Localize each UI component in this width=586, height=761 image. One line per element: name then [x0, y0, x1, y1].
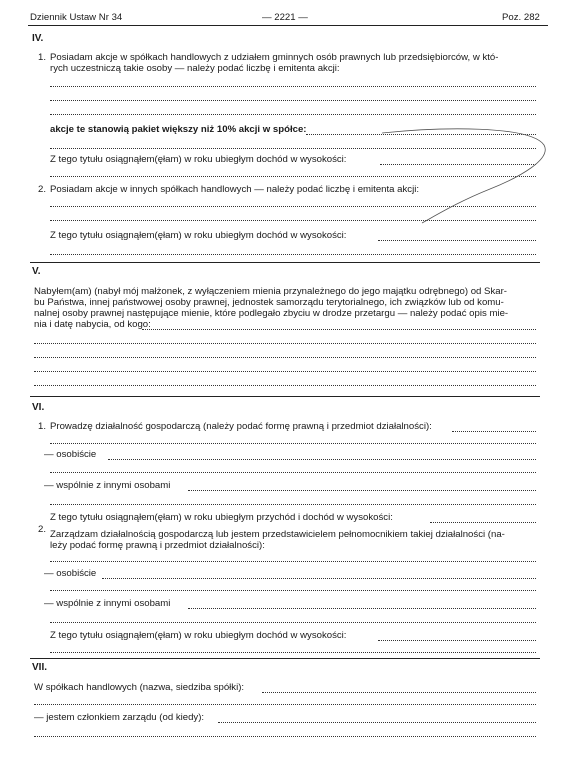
answer-line[interactable] [50, 176, 536, 177]
answer-line[interactable] [50, 114, 536, 115]
answer-line[interactable] [380, 164, 536, 165]
answer-line[interactable] [430, 522, 536, 523]
section-vi-item1-personal-label: — osobiście [44, 449, 97, 460]
answer-line[interactable] [108, 459, 536, 460]
section-vi-item2-text-1: Zarządzam działalnością gospodarczą lub jestem przedstawicielem pełnomocnikiem takiej działalności (na- [50, 529, 505, 540]
section-iv-item1-text-2: rych uczestniczą takie osoby — należy podać liczbę i emitenta akcji: [50, 63, 340, 74]
page-number: — 2221 — [262, 12, 308, 23]
section-iv-item2-number: 2. [38, 184, 47, 195]
section-vi-heading: VI. [32, 402, 45, 413]
answer-line[interactable] [188, 608, 536, 609]
position-number: Poz. 282 [502, 12, 540, 23]
section-v-text-1: Nabyłem(am) (nabył mój małżonek, z wyłączeniem mienia przynależnego do jego majątku odrębnego) od Skar- [34, 286, 507, 297]
section-vi-item1-income-label: Z tego tytułu osiągnąłem(ęłam) w roku ubiegłym przychód i dochód w wysokości: [50, 512, 393, 523]
answer-line[interactable] [378, 240, 536, 241]
section-vi-item2-number: 2. [38, 524, 47, 535]
header-rule [28, 25, 548, 26]
answer-line[interactable] [50, 561, 536, 562]
answer-line[interactable] [50, 472, 536, 473]
answer-line[interactable] [378, 640, 536, 641]
section-v-text-4: nia i datę nabycia, od kogo: [34, 319, 151, 330]
section-vi-item1-number: 1. [38, 421, 47, 432]
answer-line[interactable] [50, 254, 536, 255]
section-vi-item2-personal-label: — osobiście [44, 568, 97, 579]
answer-line[interactable] [34, 371, 536, 372]
answer-line[interactable] [262, 692, 536, 693]
answer-line[interactable] [50, 206, 536, 207]
answer-line[interactable] [102, 578, 536, 579]
pen-stroke-mark [380, 125, 550, 225]
section-divider [30, 396, 540, 397]
section-iv-item1-number: 1. [38, 52, 47, 63]
section-v-heading: V. [32, 266, 41, 277]
section-vi-item2-text-2: leży podać formę prawną i przedmiot działalności): [50, 540, 265, 551]
answer-line[interactable] [34, 343, 536, 344]
answer-line[interactable] [188, 490, 536, 491]
answer-line[interactable] [50, 504, 536, 505]
answer-line[interactable] [306, 134, 536, 135]
section-v-text-3: nalnej osoby prawnej następujące mienie, które podlegało zbyciu w drodze przetargu — należy podać opis mie- [34, 308, 509, 319]
section-iv-item1-text-1: Posiadam akcje w spółkach handlowych z udziałem gminnych osób prawnych lub przedsiębiorców, w któ- [50, 52, 499, 63]
answer-line[interactable] [452, 431, 536, 432]
journal-title: Dziennik Ustaw Nr 34 [30, 12, 123, 23]
section-v-text-2: bu Państwa, innej państwowej osoby prawnej, jednostek samorządu terytorialnego, ich związków lub od komu- [34, 297, 504, 308]
answer-line[interactable] [50, 148, 536, 149]
section-divider [30, 658, 540, 659]
answer-line[interactable] [34, 704, 536, 705]
section-vii-heading: VII. [32, 662, 48, 673]
section-vi-item2-joint-label: — wspólnie z innymi osobami [44, 598, 171, 609]
answer-line[interactable] [34, 357, 536, 358]
section-iv-item2-text: Posiadam akcje w innych spółkach handlowych — należy podać liczbę i emitenta akcji: [50, 184, 420, 195]
answer-line[interactable] [218, 722, 536, 723]
answer-line[interactable] [50, 590, 536, 591]
answer-line[interactable] [50, 652, 536, 653]
section-iv-item2-income-label: Z tego tytułu osiągnąłem(ęłam) w roku ubiegłym dochód w wysokości: [50, 230, 347, 241]
answer-line[interactable] [142, 329, 536, 330]
answer-line[interactable] [50, 443, 536, 444]
section-vi-item1-text: Prowadzę działalność gospodarczą (należy podać formę prawną i przedmiot działalności): [50, 421, 432, 432]
answer-line[interactable] [34, 385, 536, 386]
answer-line[interactable] [50, 622, 536, 623]
section-iv-heading: IV. [32, 33, 44, 44]
section-vii-text-2: — jestem członkiem zarządu (od kiedy): [34, 712, 205, 723]
section-vi-item2-income-label: Z tego tytułu osiągnąłem(ęłam) w roku ubiegłym dochód w wysokości: [50, 630, 347, 641]
section-vii-text-1: W spółkach handlowych (nazwa, siedziba spółki): [34, 682, 245, 693]
answer-line[interactable] [50, 220, 536, 221]
section-vi-item1-joint-label: — wspólnie z innymi osobami [44, 480, 171, 491]
section-iv-pakiet-label: akcje te stanowią pakiet większy niż 10% akcji w spółce: [50, 124, 307, 135]
answer-line[interactable] [50, 100, 536, 101]
section-iv-item1-income-label: Z tego tytułu osiągnąłem(ęłam) w roku ubiegłym dochód w wysokości: [50, 154, 347, 165]
answer-line[interactable] [34, 736, 536, 737]
answer-line[interactable] [50, 86, 536, 87]
section-divider [30, 262, 540, 263]
